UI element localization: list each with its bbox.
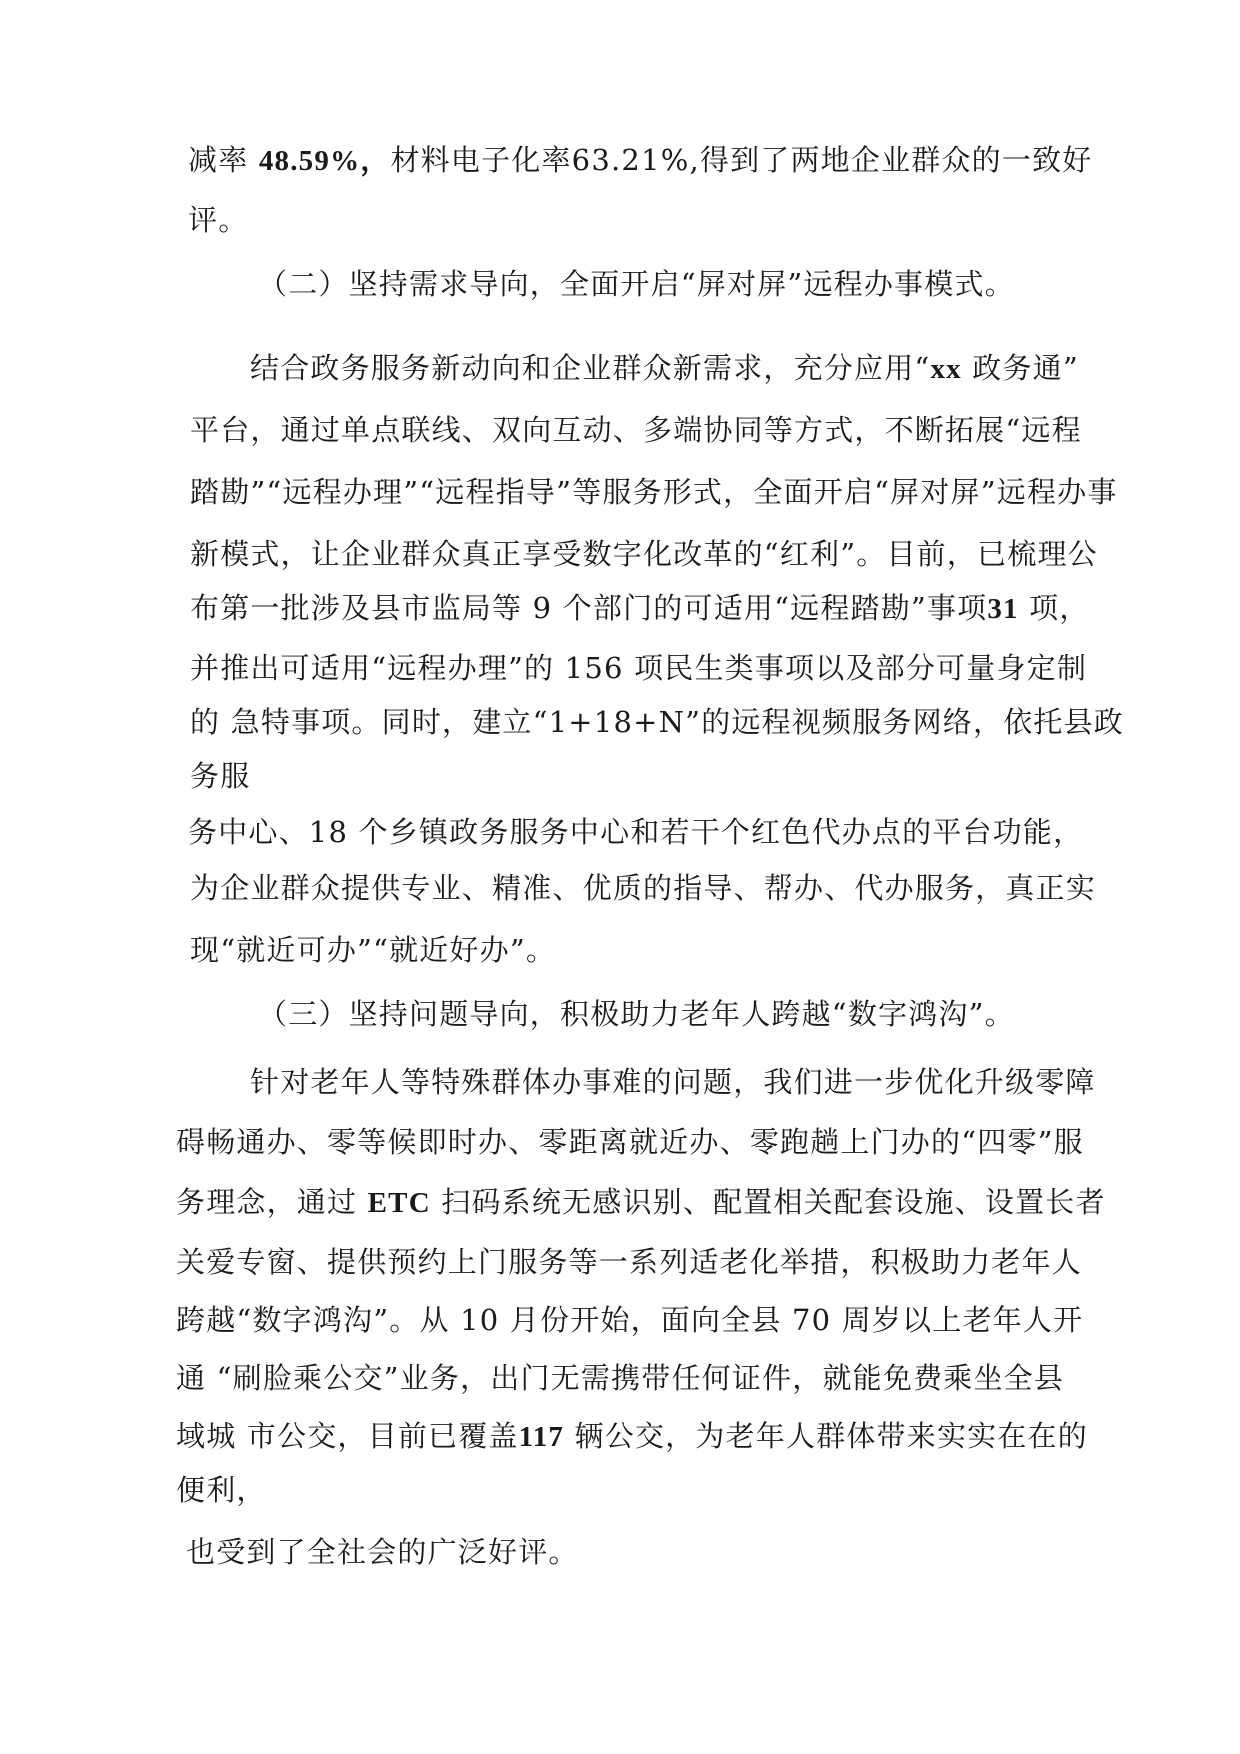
bold-figure: 48.59%，: [258, 145, 391, 177]
paragraph-2-line-10: 为企业群众提供专业、精准、优质的指导、帮办、代办服务，真正实: [190, 871, 1097, 905]
paragraph-3-line-4: 关爱专窗、提供预约上门服务等一系列适老化举措，积极助力老年人: [176, 1245, 1083, 1279]
paragraph-2-line-1: [250, 348, 1079, 389]
paragraph-3-line-3: [176, 1182, 1106, 1223]
paragraph-2-line-3: 踏勘”“远程办理”“远程指导”等服务形式，全面开启“屏对屏”远程办事: [190, 475, 1118, 509]
paragraph-2-line-2: 平台，通过单点联线、双向互动、多端协同等方式，不断拓展“远程: [190, 413, 1082, 447]
section-heading-2: （二）坚持需求导向，全面开启“屏对屏”远程办事模式。: [258, 267, 1015, 301]
paragraph-2-line-8: 务服: [190, 759, 251, 793]
text-run: 布第一批涉及县市监局等 9 个部门的可适用“远程踏勘”事项: [190, 591, 988, 625]
paragraph-1-line-1: [188, 140, 1092, 181]
section-heading-3: （三）坚持问题导向，积极助力老年人跨越“数字鸿沟”。: [258, 997, 1015, 1031]
paragraph-2-line-4: 新模式，让企业群众真正享受数字化改革的“红利”。目前，已梳理公: [190, 537, 1098, 571]
text-run: 辆公交，为老年人群体带来实实在在的: [564, 1419, 1088, 1453]
paragraph-3-line-2: 碍畅通办、零等候即时办、零距离就近办、零跑趟上门办的“四零”服: [176, 1125, 1084, 1159]
text-run: 域城 市公交，目前已覆盖: [176, 1419, 519, 1453]
paragraph-3-line-6: 通 “刷脸乘公交”业务，出门无需携带任何证件，就能免费乘坐全县: [176, 1361, 1065, 1395]
paragraph-2-line-11: 现“就近可办”“就近好办”。: [190, 933, 557, 967]
paragraph-2-line-9: 务中心、18 个乡镇政务服务中心和若干个红色代办点的平台功能，: [188, 815, 1084, 849]
text-run: 材料电子化率63.21%,得到了两地企业群众的一致好: [390, 143, 1093, 177]
bold-figure: 117: [518, 1421, 565, 1453]
bold-figure: ETC: [367, 1187, 431, 1219]
text-run: 项，: [1018, 591, 1090, 625]
paragraph-2-line-7: 的 急特事项。同时，建立“1+18+N”的远程视频服务网络，依托县政: [190, 705, 1124, 739]
paragraph-2-line-6: 并推出可适用“远程办理”的 156 项民生类事项以及部分可量身定制: [190, 651, 1088, 685]
text-run: 扫码系统无感识别、配置相关配套设施、设置长者: [430, 1185, 1106, 1219]
text-run: 政务通”: [961, 351, 1079, 385]
bold-figure: xx: [930, 353, 962, 385]
bold-figure: 31: [987, 593, 1019, 625]
text-run: 减率: [188, 143, 259, 177]
text-run: 务理念，通过: [176, 1185, 368, 1219]
paragraph-3-line-9: 也受到了全社会的广泛好评。: [186, 1535, 579, 1569]
paragraph-3-line-5: 跨越“数字鸿沟”。从 10 月份开始，面向全县 70 周岁以上老年人开: [176, 1303, 1084, 1337]
paragraph-1-line-2: 评。: [188, 203, 249, 237]
paragraph-2-line-5: [190, 588, 1090, 629]
text-run: 结合政务服务新动向和企业群众新需求，充分应用“: [250, 351, 931, 385]
paragraph-3-line-1: 针对老年人等特殊群体办事难的问题，我们进一步优化升级零障: [250, 1065, 1096, 1099]
paragraph-3-line-8: 便利，: [176, 1473, 267, 1507]
paragraph-3-line-7: [176, 1416, 1088, 1457]
